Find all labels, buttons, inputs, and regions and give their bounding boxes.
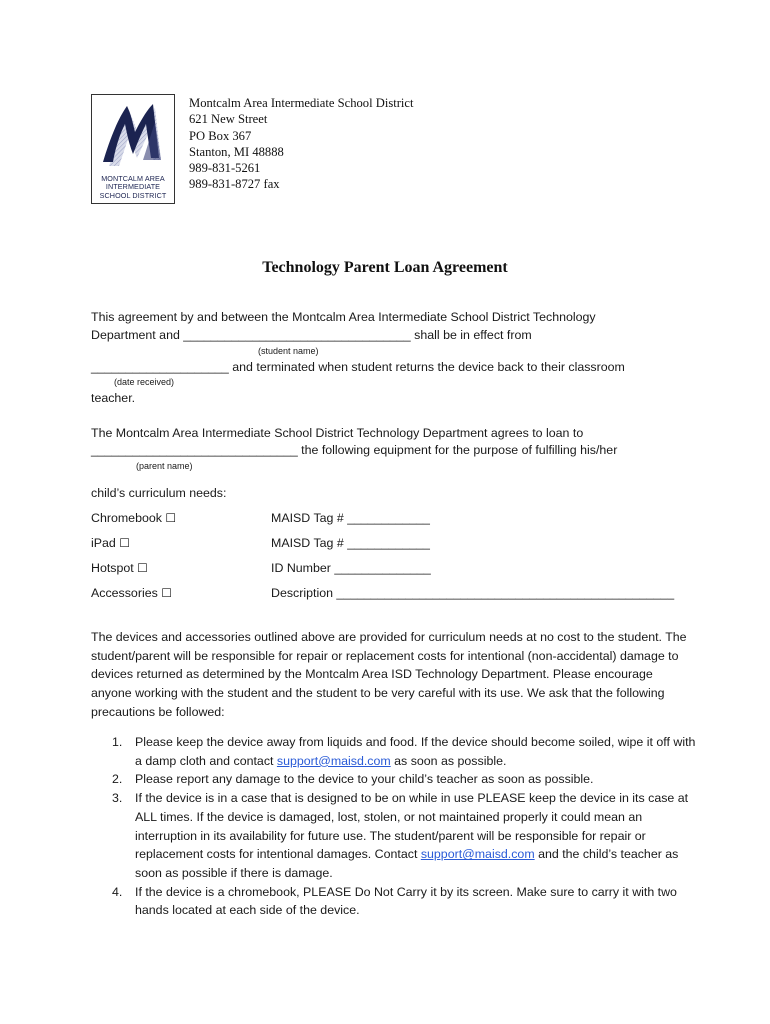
logo-line-1: MONTCALM AREA: [101, 174, 165, 183]
intro-line-1: This agreement by and between the Montcalm Area Intermediate School District Technology: [91, 310, 596, 324]
ipad-checkbox[interactable]: ☐: [119, 536, 131, 550]
address-line-6: 989-831-8727 fax: [189, 177, 280, 192]
address-line-3: PO Box 367: [189, 128, 252, 143]
logo-line-3: SCHOOL DISTRICT: [99, 190, 167, 200]
body-paragraph: The devices and accessories outlined above are provided for curriculum needs at no cost to the student. The student/parent will be responsible for repair or replacement costs for intentional (non-accidental) damage to devices returned as determined by the Montcalm Area ISD Technology Department. Please encourage anyone working with the student and the student to be very careful with its use. We ask that the following precautions be followed:: [91, 630, 687, 719]
chromebook-checkbox[interactable]: ☐: [165, 511, 177, 525]
equipment-item-ipad: [91, 536, 130, 550]
hotspot-id-field: ID Number ______________: [271, 561, 431, 575]
date-received-caption: (date received): [114, 377, 175, 387]
list-item: [91, 883, 701, 920]
equipment-item-label: Chromebook: [91, 511, 162, 525]
list-item: [91, 733, 701, 770]
district-logo-caption: [92, 175, 174, 200]
list-item: [91, 789, 701, 883]
intro-line-4: teacher.: [91, 391, 136, 405]
loan-line-1: The Montcalm Area Intermediate School District Technology Department agrees to loan to: [91, 426, 584, 440]
parent-name-caption: (parent name): [136, 461, 193, 471]
equipment-item-hotspot: [91, 561, 148, 575]
list-item-text: If the device is in a case that is designed to be on while in use PLEASE keep the device in its case at ALL times. If the device is damaged, lost, stolen, or not maintained properly it could mean an interruption in its availability for future use. The student/parent will be responsible for repair or replacement costs for intentional damages. Contact: [135, 791, 689, 862]
chromebook-tag-field: MAISD Tag # ____________: [271, 511, 430, 525]
support-email-link[interactable]: support@maisd.com: [276, 753, 391, 768]
equipment-item-label: iPad: [91, 536, 116, 550]
support-email-link[interactable]: support@maisd.com: [420, 847, 535, 862]
loan-line-2: ______________________________ the following equipment for the purpose of fulfilling his/her: [91, 443, 618, 457]
precautions-list: [91, 733, 701, 920]
intro-line-2: Department and _________________________________ shall be in effect from: [91, 328, 532, 342]
ipad-tag-field: MAISD Tag # ____________: [271, 536, 430, 550]
list-item-number: 1.: [112, 735, 123, 749]
equipment-item-label: Hotspot: [91, 561, 134, 575]
district-logo: [91, 94, 175, 204]
list-item-number: 4.: [112, 884, 123, 899]
hotspot-checkbox[interactable]: ☐: [137, 561, 148, 575]
list-item-text: If the device is a chromebook, PLEASE Do Not Carry it by its screen. Make sure to carry it with two hands located at each side of the device.: [135, 884, 677, 918]
list-item-text-end: and the child’s teacher as soon as possible if there is damage.: [135, 847, 679, 880]
equipment-item-label: Accessories: [91, 586, 158, 600]
address-line-5: 989-831-5261: [189, 161, 261, 176]
equipment-item-chromebook: [91, 511, 176, 525]
document-title: Technology Parent Loan Agreement: [262, 259, 508, 276]
list-item-text-end: as soon as possible.: [390, 753, 507, 768]
address-line-2: 621 New Street: [189, 112, 268, 127]
accessories-checkbox[interactable]: ☐: [161, 586, 173, 600]
list-item-text: Please keep the device away from liquids and food. If the device should become soiled, wipe it off with a damp cloth and contact: [135, 735, 696, 768]
logo-line-2: INTERMEDIATE: [105, 182, 161, 192]
address-line-1: Montcalm Area Intermediate School District: [189, 96, 414, 110]
student-name-caption: (student name): [258, 346, 319, 356]
list-item-number: 3.: [112, 791, 123, 806]
list-item: [91, 770, 701, 789]
district-logo-m-icon: [95, 98, 171, 174]
district-address: [189, 95, 414, 193]
list-item-text: Please report any damage to the device to your child’s teacher as soon as possible.: [135, 772, 594, 787]
equipment-item-accessories: [91, 586, 172, 600]
accessories-description-field: Description _________________________________________________: [271, 586, 675, 600]
intro-line-3: ____________________ and terminated when student returns the device back to their classroom: [91, 360, 625, 374]
list-item-number: 2.: [112, 772, 123, 787]
address-line-4: Stanton, MI 48888: [189, 144, 284, 159]
loan-line-3: child’s curriculum needs:: [91, 486, 227, 500]
